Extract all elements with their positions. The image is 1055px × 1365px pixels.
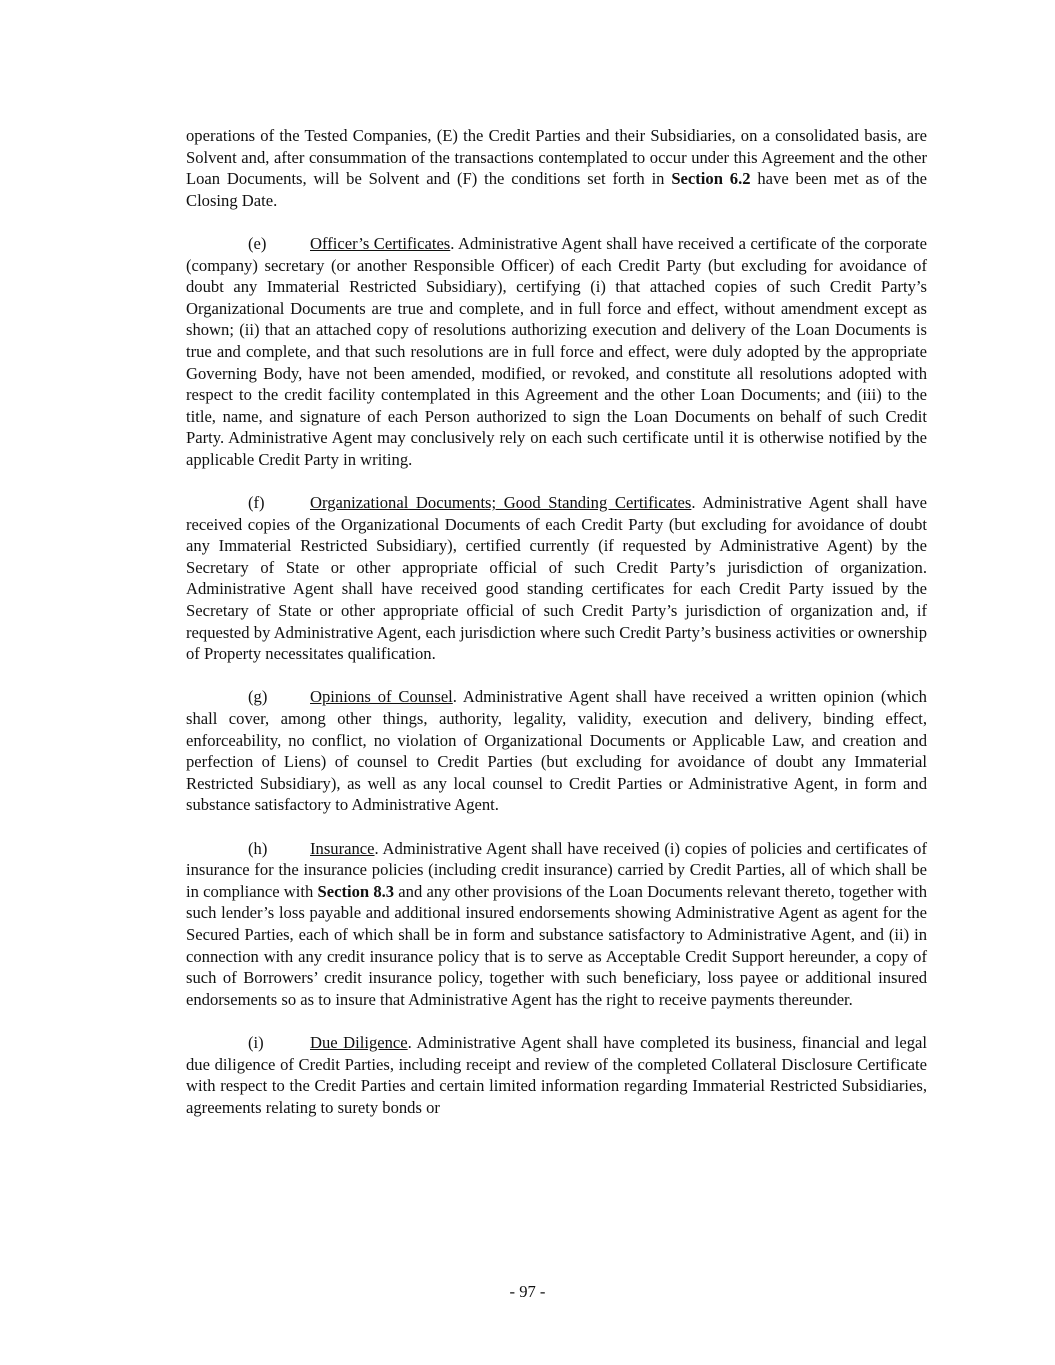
section-8-3-reference: Section 8.3	[317, 881, 395, 901]
section-g-heading: Opinions of Counsel	[310, 687, 453, 707]
section-6-2-reference: Section 6.2	[671, 169, 751, 189]
intro-paragraph	[186, 125, 927, 211]
section-h-heading: Insurance	[310, 838, 375, 858]
section-f-paragraph	[186, 492, 927, 665]
section-i-paragraph	[186, 1032, 927, 1118]
section-g-paragraph	[186, 686, 927, 816]
section-h-label: (h)	[248, 838, 268, 858]
page-number: - 97 -	[509, 1282, 546, 1301]
section-e-heading: Officer’s Certificates	[310, 233, 451, 253]
intro-text-a: operations of the Tested Companies, (E) the Credit Parties and their Subsidiaries, on a consolidated basis, are Solvent and, after consummation of the transactions contemplated to occur under this Agreement and the other Loan Documents, will be Solvent and (F) the conditions set forth in	[186, 126, 927, 189]
section-e-label: (e)	[248, 233, 267, 253]
document-page	[186, 125, 927, 1140]
section-f-body: . Administrative Agent shall have received copies of the Organizational Documents of each Credit Party (but excluding for avoidance of doubt any Immaterial Restricted Subsidiary), certified currently (if requested by Administrative Agent) by the Secretary of State or other appropriate official of such Credit Party’s jurisdiction of organization. Administrative Agent shall have received good standing certificates for each Credit Party issued by the Secretary of State or other appropriate official of such Credit Party’s jurisdiction of organization and, if requested by Administrative Agent, each jurisdiction where such Credit Party’s business activities or ownership of Property necessitates qualification.	[186, 493, 927, 664]
section-h-body-a: . Administrative Agent shall have received (i) copies of policies and certificates of insurance for the insurance policies (including credit insurance) carried by Credit Parties, all of which shall be in compliance with	[186, 838, 927, 901]
section-i-body: . Administrative Agent shall have completed its business, financial and legal due diligence of Credit Parties, including receipt and review of the completed Collateral Disclosure Certificate with respect to the Credit Parties and certain limited information regarding Immaterial Restricted Subsidiaries, agreements relating to surety bonds or	[186, 1032, 927, 1117]
section-i-heading: Due Diligence	[310, 1032, 408, 1052]
section-e-body: . Administrative Agent shall have received a certificate of the corporate (company) secretary (or another Responsible Officer) of each Credit Party (but excluding for avoidance of doubt any Immaterial Restricted Subsidiary), certifying (i) that attached copies of such Credit Party’s Organizational Documents are true and complete, and in full force and effect, without amendment except as shown; (ii) that an attached copy of resolutions authorizing execution and delivery of the Loan Documents is true and complete, and that such resolutions are in full force and effect, were duly adopted by the appropriate Governing Body, have not been amended, modified, or revoked, and constitute all resolutions adopted with respect to the credit facility contemplated in this Agreement and the other Loan Documents; and (iii) to the title, name, and signature of each Person authorized to sign the Loan Documents on behalf of such Credit Party. Administrative Agent may conclusively rely on each such certificate until it is otherwise notified by the applicable Credit Party in writing.	[186, 233, 927, 469]
section-f-label: (f)	[248, 493, 265, 513]
section-h-paragraph	[186, 838, 927, 1011]
intro-text-b: have been met as of the Closing Date.	[186, 169, 927, 210]
section-f-heading: Organizational Documents; Good Standing Certificates	[310, 493, 692, 513]
section-g-body: . Administrative Agent shall have received a written opinion (which shall cover, among other things, authority, legality, validity, execution and delivery, binding effect, enforceability, no conflict, no violation of Organizational Documents or Applicable Law, and creation and perfection of Liens) of counsel to Credit Parties (but excluding for avoidance of doubt any Immaterial Restricted Subsidiary), as well as any local counsel to Credit Parties or Administrative Agent, in form and substance satisfactory to Administrative Agent.	[186, 687, 927, 815]
section-i-label: (i)	[248, 1032, 264, 1052]
section-g-label: (g)	[248, 687, 268, 707]
section-e-paragraph	[186, 233, 927, 471]
section-h-body-b: and any other provisions of the Loan Documents relevant thereto, together with such lender’s loss payable and additional insured endorsements showing Administrative Agent as agent for the Secured Parties, each of which shall be in form and substance satisfactory to Administrative Agent, and (ii) in connection with any credit insurance policy that is to serve as Acceptable Credit Support hereunder, a copy of such of Borrowers’ credit insurance policy, together with such beneficiary, loss payee or additional insured endorsements so as to insure that Administrative Agent has the right to receive payments thereunder.	[186, 881, 928, 1009]
